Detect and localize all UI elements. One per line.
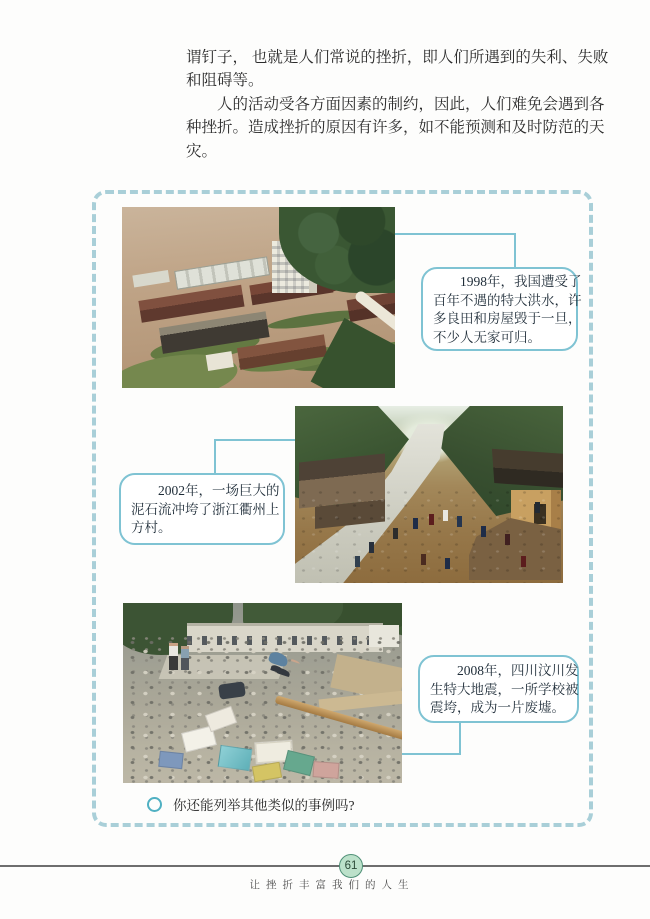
page-number-badge bbox=[339, 854, 363, 878]
callout-text-line: 百年不遇的特大洪水，许 bbox=[433, 292, 582, 308]
callout-connector bbox=[214, 439, 216, 475]
earthquake-scattered-book bbox=[312, 761, 339, 779]
callout-text-line: 泥石流冲垮了浙江衢州上 bbox=[131, 501, 280, 517]
page-number: 61 bbox=[344, 860, 358, 872]
callout-text-line: 震垮，成为一片废墟。 bbox=[430, 700, 565, 715]
intro-line: 谓钉子， 也就是人们常说的挫折，即人们所遇到的失利、失败 bbox=[186, 49, 609, 66]
intro-line: 灾。 bbox=[186, 142, 218, 160]
flood-aerial-photo-1998 bbox=[122, 207, 395, 388]
earthquake-person-standing bbox=[181, 646, 189, 670]
callout-connector bbox=[402, 753, 461, 755]
callout-text-line: 2002年，一场巨大的 bbox=[158, 483, 280, 498]
callout-connector bbox=[395, 233, 516, 235]
callout-text-line: 1998年，我国遭受了 bbox=[460, 274, 582, 289]
callout-mudslide-2002 bbox=[119, 473, 285, 545]
callout-connector bbox=[214, 439, 295, 441]
discussion-question bbox=[147, 794, 355, 814]
callout-flood-1998 bbox=[421, 267, 582, 351]
footer-rule bbox=[0, 865, 650, 867]
circle-bullet-icon bbox=[147, 797, 162, 812]
mudslide-valley-photo-2002 bbox=[295, 406, 563, 583]
earthquake-person-standing bbox=[169, 643, 178, 670]
callout-text-line: 2008年，四川汶川发 bbox=[457, 663, 579, 678]
flood-shed-roof bbox=[132, 270, 169, 287]
question-text: 你还能列举其他类似的事例吗? bbox=[173, 798, 355, 813]
mudslide-people bbox=[413, 518, 418, 529]
intro-line: 种挫折。造成挫折的原因有许多，如不能预测和及时防范的天 bbox=[186, 119, 605, 137]
callout-connector bbox=[514, 233, 516, 269]
flood-white-hut bbox=[206, 351, 234, 371]
callout-connector bbox=[459, 721, 461, 755]
intro-line: 人的活动受各方面因素的制约，因此，人们难免会遇到各 bbox=[217, 95, 605, 113]
callout-text-line: 多良田和房屋毁于一旦， bbox=[433, 311, 582, 326]
earthquake-scattered-book bbox=[158, 751, 184, 769]
callout-text-line: 生特大地震，一所学校被 bbox=[430, 681, 579, 697]
lesson-title: 让挫折丰富我们的人生 bbox=[249, 879, 415, 891]
mudslide-debris-texture bbox=[295, 486, 563, 583]
intro-paragraphs bbox=[186, 46, 608, 163]
callout-text-line: 不少人无家可归。 bbox=[433, 329, 541, 345]
callout-text-line: 方村。 bbox=[131, 520, 172, 535]
earthquake-scattered-book bbox=[218, 745, 253, 771]
mudslide-house-roof-right bbox=[492, 449, 563, 489]
intro-line: 和阻碍等。 bbox=[186, 72, 264, 90]
earthquake-rubble-photo-2008 bbox=[123, 603, 402, 783]
callout-earthquake-2008 bbox=[418, 655, 579, 723]
